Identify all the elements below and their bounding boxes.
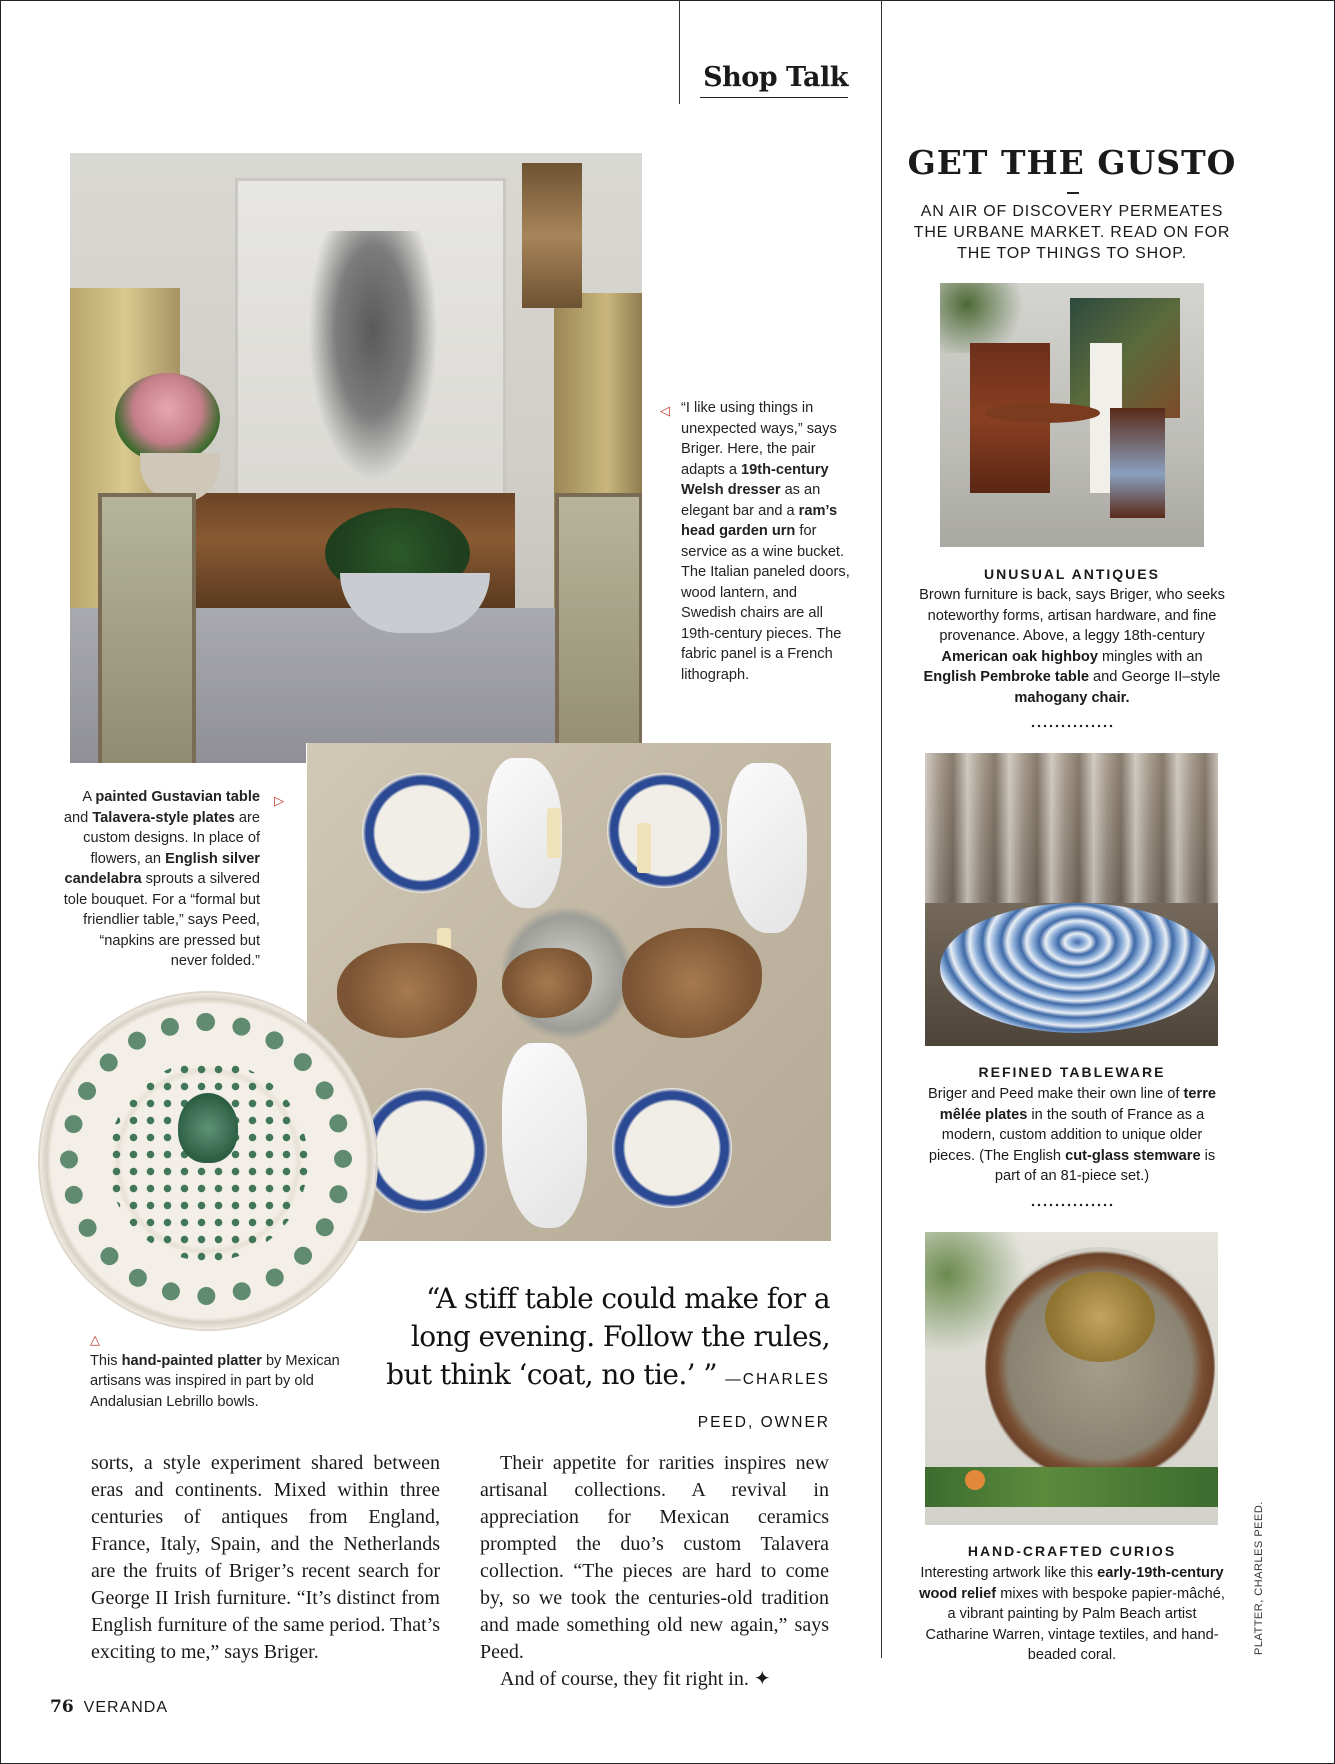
relief-tree-motif [1045,1272,1155,1362]
platter-pomegranate-motif [178,1093,238,1163]
sidebar-deck: AN AIR OF DISCOVERY PERMEATES THE URBANE MARKET. READ ON FOR THE TOP THINGS TO SHOP. [913,203,1231,262]
swedish-chair-left [98,493,196,763]
dotted-divider [1030,1203,1114,1207]
candle [637,823,651,873]
talavera-plate [607,773,722,888]
sidebar-item-body: Brown furniture is back, says Briger, who seeks noteworthy forms, artisan hardware, and fine provenance. Above, a leggy 18th-century American oak highboy mingles with an English Pembroke table and George II–style mahogany chair. [919,587,1225,706]
dotted-divider [1030,724,1114,728]
pull-quote-text: “A stiff table could make for a long evening. Follow the rules, but think ‘coat, no tie.’ ” [386,1282,830,1391]
terre-melee-plates [940,903,1215,1033]
photo-unusual-antiques [940,283,1204,547]
equestrian-figure [308,231,438,481]
pull-quote-attribution: —CHARLES PEED, OWNER [697,1371,830,1431]
right-arrow-icon: ▷ [274,793,284,808]
orange-fruit [965,1470,985,1490]
body-column-2 [480,1450,829,1693]
talavera-plate [362,1088,487,1213]
body-paragraph: Their appetite for rarities inspires new artisanal collections. A revival in appreciation for Mexican ceramics prompted the duo’s custom Talavera collection. “The pieces are hard to come by, so we took the centuries-old tradition and made something old new again,” says Peed. [480,1452,829,1663]
body-column-1 [91,1450,440,1666]
photo-refined-tableware [925,753,1218,1046]
sidebar-item-heading: UNUSUAL ANTIQUES [984,566,1160,582]
up-arrow-icon: △ [90,1332,100,1347]
candle [547,808,561,858]
photo-gustavian-tablescape [306,743,831,1241]
white-napkin [502,1043,587,1228]
caption-platter [90,1330,360,1412]
talavera-plate [612,1088,732,1208]
header-rule [679,0,680,104]
cut-glass-stemware [925,753,1218,903]
photo-hand-painted-platter [40,993,376,1329]
sidebar-item-body: Briger and Peed make their own line of terre mêlée plates in the south of France as a modern, custom addition to unique older pieces. (The English cut-glass stemware is part of an 81-piece set.) [928,1086,1216,1185]
caption-welsh-dresser [660,398,850,685]
wood-lantern [522,163,582,308]
photo-credit: PLATTER, CHARLES PEED. [1253,1501,1265,1655]
photo-welsh-dresser-bar [70,153,642,763]
page-number: 76 [50,1697,74,1717]
pembroke-table [985,403,1100,423]
body-paragraph: And of course, they fit right in. ✦ [500,1668,771,1690]
white-napkin [727,763,807,933]
tole-leaf [622,928,762,1038]
sidebar-rule [881,0,882,1658]
left-arrow-icon: ◁ [660,403,670,418]
framed-painting [1070,298,1180,418]
pull-quote [378,1280,830,1442]
sidebar-item-body: Interesting artwork like this early-19th-century wood relief mixes with bespoke papier-mâché, a vibrant painting by Palm Beach artist Catharine Warren, vintage textiles, and hand-beaded coral. [919,1565,1225,1664]
sidebar-item-heading: REFINED TABLEWARE [978,1064,1166,1080]
sidebar-item-heading: HAND-CRAFTED CURIOS [967,1543,1177,1559]
sidebar-title-dash [1067,192,1079,194]
french-lithograph [235,178,506,539]
body-paragraph: sorts, a style experiment shared between eras and continents. Mixed within three centuries of antiques from England, France, Italy, Spain, and the Netherlands are the fruits of Briger’s recent search for George II Irish furniture. “It’s distinct from English furniture of the same period. That’s exciting to me,” says Briger. [91,1452,440,1663]
tole-leaf [337,943,477,1038]
mahogany-chair [1110,408,1165,518]
folio [50,1697,168,1717]
talavera-plate [362,773,482,893]
magazine-name: VERANDA [83,1699,169,1716]
section-tag: Shop Talk [700,62,848,98]
swedish-chair-right [555,493,642,763]
caption-gustavian-table [60,787,284,972]
caption-text: This hand-painted platter by Mexican artisans was inspired in part by old Andalusian Lebrillo bowls. [90,1352,340,1410]
photo-hand-crafted-curios [925,1232,1218,1525]
caption-text: A painted Gustavian table and Talavera-style plates are custom designs. In place of flowers, an English silver candelabra sprouts a silvered tole bouquet. For a “formal but friendlier table,” says Peed, “napkins are pressed but never folded.” [63,789,260,969]
sidebar-title: GET THE GUSTO [907,143,1237,182]
pink-flower-arrangement [115,373,220,463]
caption-text: “I like using things in unexpected ways,” says Briger. Here, the pair adapts a 19th-century Welsh dresser as an elegant bar and a ram’s head garden urn for service as a wine bucket. The Italian paneled doors, wood lantern, and Swedish chairs are all 19th-century pieces. The fabric panel is a French lithograph. [681,400,850,683]
